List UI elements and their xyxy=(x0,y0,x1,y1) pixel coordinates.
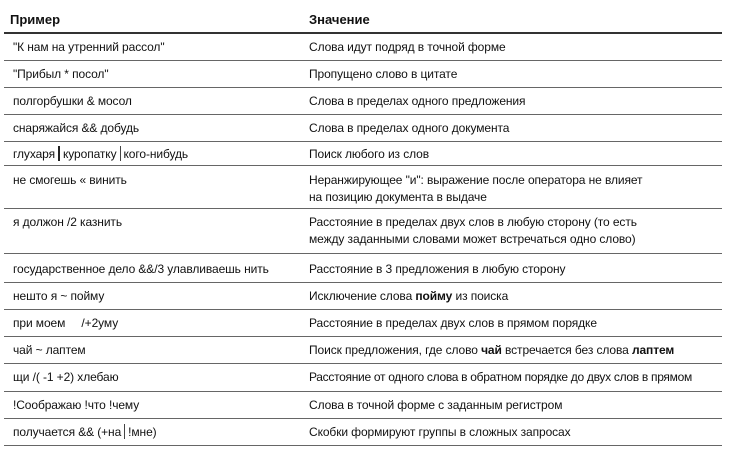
meaning-line: между заданными словами может встречаться одно слово) xyxy=(309,232,636,246)
meaning-cell: Слова в точной форме с заданным регистром xyxy=(309,398,563,412)
example-cell: полгорбушки & мосол xyxy=(13,94,132,108)
example-cell: нешто я ~ пойму xyxy=(13,289,105,303)
example-cell: щи /( -1 +2) хлебаю xyxy=(13,370,119,384)
meaning-cell: Расстояние в пределах двух слов в прямом порядке xyxy=(309,316,597,330)
row-divider xyxy=(4,165,722,166)
row-divider xyxy=(4,418,722,419)
row-divider xyxy=(4,282,722,283)
header-example: Пример xyxy=(10,12,61,27)
header-rule xyxy=(4,32,722,34)
meaning-text: из поиска xyxy=(452,289,509,303)
row-divider xyxy=(4,336,722,337)
example-part: кого-нибудь xyxy=(123,147,189,161)
meaning-cell xyxy=(309,342,721,359)
example-cell: "К нам на утренний рассол" xyxy=(13,40,165,54)
meaning-text: встречается без слова xyxy=(501,343,632,357)
row-divider xyxy=(4,363,722,364)
meaning-text: Поиск предложения, где слово xyxy=(309,343,482,357)
meaning-text: Исключение слова xyxy=(309,289,416,303)
meaning-cell: Слова в пределах одного предложения xyxy=(309,94,526,108)
row-divider xyxy=(4,60,722,61)
row-divider xyxy=(4,208,722,209)
row-divider xyxy=(4,445,722,446)
meaning-cell xyxy=(309,288,721,305)
example-cell xyxy=(13,146,298,163)
meaning-cell: Расстояние от одного слова в обратном порядке до двух слов в прямом xyxy=(309,370,692,384)
example-cell: снаряжайся && добудь xyxy=(13,121,140,135)
meaning-keyword: пойму xyxy=(415,289,453,303)
header-meaning: Значение xyxy=(309,12,370,27)
example-part: куропатку xyxy=(63,147,117,161)
or-operator-bar xyxy=(120,146,121,161)
example-part: получается && (+на xyxy=(13,425,122,439)
row-divider xyxy=(4,141,722,142)
example-part: !мне) xyxy=(128,425,157,439)
example-cell xyxy=(13,424,298,441)
or-operator-bar xyxy=(124,424,125,439)
meaning-cell: Пропущено слово в цитате xyxy=(309,67,458,81)
example-cell: при моем /+2уму xyxy=(13,316,119,330)
meaning-cell xyxy=(309,172,721,206)
meaning-cell xyxy=(309,214,721,248)
table-header xyxy=(0,0,729,30)
meaning-cell: Скобки формируют группы в сложных запросах xyxy=(309,425,571,439)
row-divider xyxy=(4,87,722,88)
example-cell: чай ~ лаптем xyxy=(13,343,86,357)
row-divider xyxy=(4,253,722,254)
example-part: глухаря xyxy=(13,147,55,161)
meaning-cell: Расстояние в 3 предложения в любую сторону xyxy=(309,262,566,276)
example-cell: "Прибыл * посол" xyxy=(13,67,109,81)
example-cell: не смогешь « винить xyxy=(13,173,127,187)
meaning-line: на позицию документа в выдаче xyxy=(309,190,487,204)
meaning-cell: Слова идут подряд в точной форме xyxy=(309,40,506,54)
meaning-line: Неранжирующее "и": выражение после оператора не влияет xyxy=(309,173,643,187)
meaning-keyword: чай xyxy=(481,343,502,357)
meaning-keyword: лаптем xyxy=(631,343,675,357)
example-cell: государственное дело &&/3 улавливаешь нить xyxy=(13,262,269,276)
row-divider xyxy=(4,391,722,392)
meaning-cell: Слова в пределах одного документа xyxy=(309,121,510,135)
example-cell: !Соображаю !что !чему xyxy=(13,398,140,412)
meaning-cell: Поиск любого из слов xyxy=(309,147,429,161)
or-operator-bar xyxy=(58,146,60,161)
example-cell: я должон /2 казнить xyxy=(13,215,122,229)
row-divider xyxy=(4,309,722,310)
row-divider xyxy=(4,114,722,115)
meaning-line: Расстояние в пределах двух слов в любую сторону (то есть xyxy=(309,215,637,229)
